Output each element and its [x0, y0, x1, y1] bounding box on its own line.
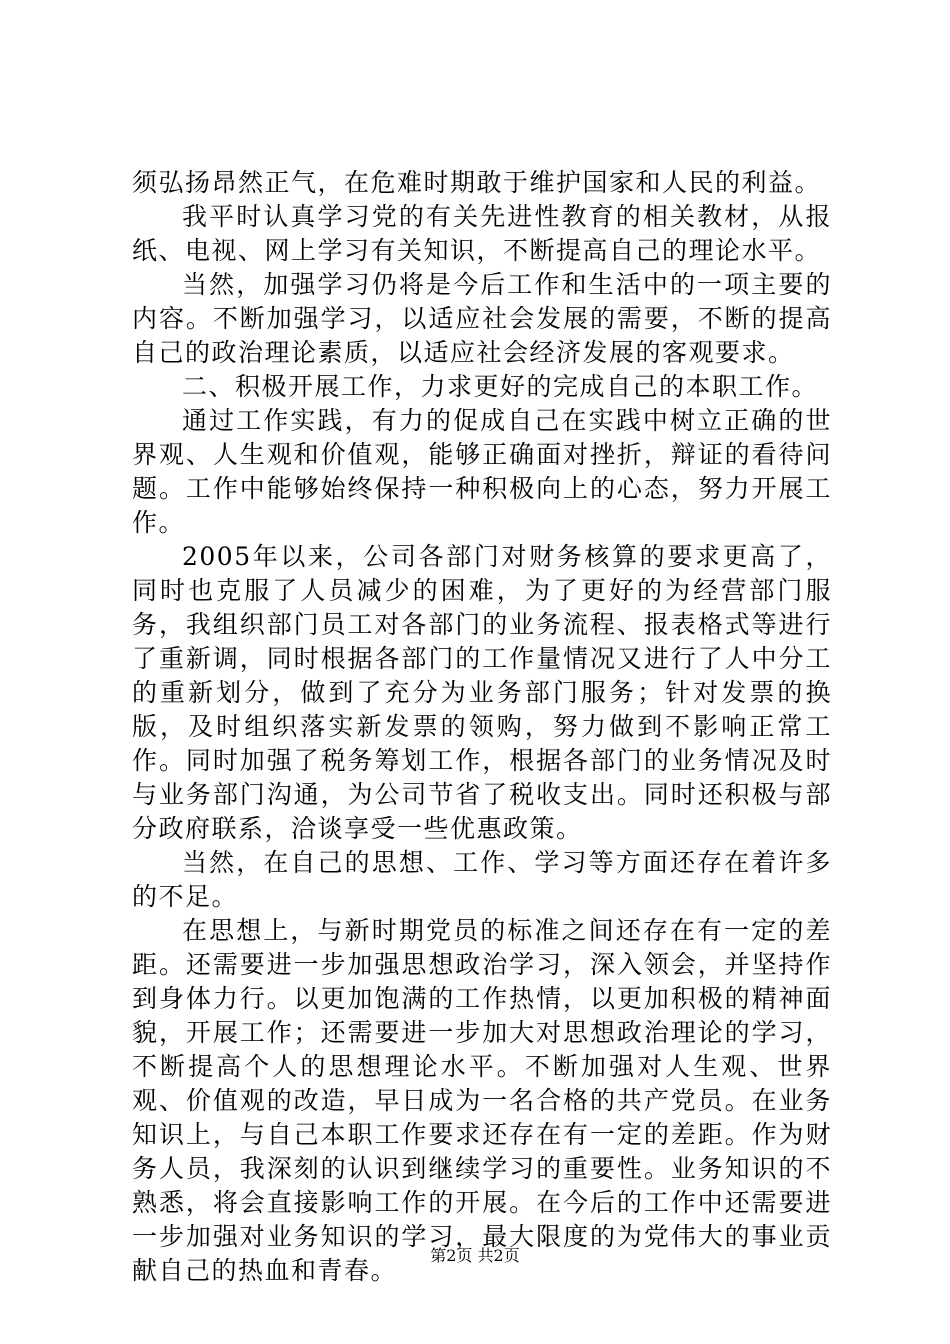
paragraph-study-materials: 我平时认真学习党的有关先进性教育的相关教材，从报纸、电视、网上学习有关知识，不断提高自己的理论水平。 [132, 202, 832, 265]
document-body [132, 166, 832, 1288]
paragraph-work-practice: 通过工作实践，有力的促成自己在实践中树立正确的世界观、人生观和价值观，能够正确面对挫折，辩证的看待问题。工作中能够始终保持一种积极向上的心态，努力开展工作。 [132, 406, 832, 537]
paragraph-shortcomings: 当然，在自己的思想、工作、学习等方面还存在着许多的不足。 [132, 848, 832, 911]
paragraph-improvement: 在思想上，与新时期党员的标准之间还存在有一定的差距。还需要进一步加强思想政治学习，深入领会，并坚持作到身体力行。以更加饱满的工作热情，以更加积极的精神面貌，开展工作；还需要进一步加大对思想政治理论的学习，不断提高个人的思想理论水平。不断加强对人生观、世界观、价值观的改造，早日成为一名合格的共产党员。在业务知识上，与自己本职工作要求还存在有一定的差距。作为财务人员，我深刻的认识到继续学习的重要性。业务知识的不熟悉，将会直接影响工作的开展。在今后的工作中还需要进一步加强对业务知识的学习，最大限度的为党伟大的事业贡献自己的热血和青春。 [132, 916, 832, 1285]
paragraph-continuation: 须弘扬昂然正气，在危难时期敢于维护国家和人民的利益。 [132, 168, 822, 197]
page-footer: 第2页 共2页 [430, 1246, 520, 1265]
section-heading-work: 二、积极开展工作，力求更好的完成自己的本职工作。 [182, 372, 819, 401]
paragraph-strengthen-study: 当然，加强学习仍将是今后工作和生活中的一项主要的内容。不断加强学习，以适应社会发展的需要，不断的提高自己的政治理论素质，以适应社会经济发展的客观要求。 [132, 270, 832, 367]
paragraph-2005-work: 2005年以来，公司各部门对财务核算的要求更高了，同时也克服了人员减少的困难，为了更好的为经营部门服务，我组织部门员工对各部门的业务流程、报表格式等进行了重新调，同时根据各部门的工作量情况又进行了人中分工的重新划分，做到了充分为业务部门服务；针对发票的换版，及时组织落实新发票的领购，努力做到不影响正常工作。同时加强了税务筹划工作，根据各部门的业务情况及时与业务部门沟通，为公司节省了税收支出。同时还积极与部分政府联系，洽谈享受一些优惠政策。 [132, 542, 832, 843]
